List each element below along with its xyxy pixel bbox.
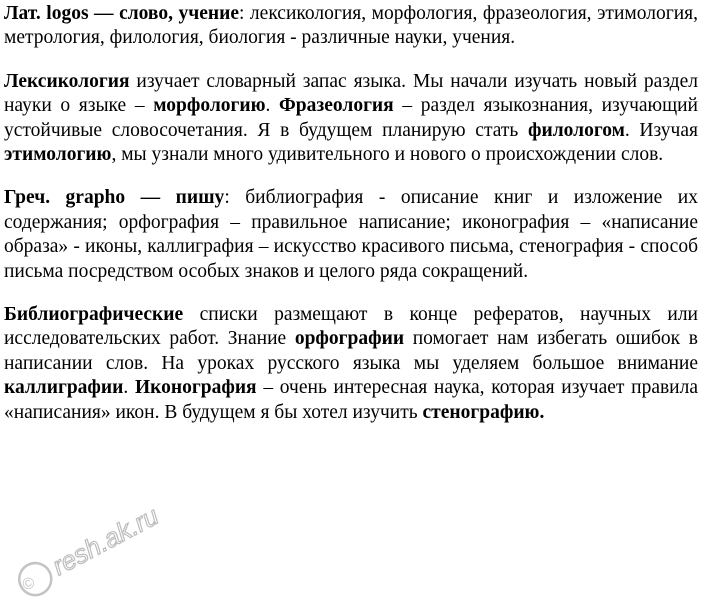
text-run: – раздел языкознания, изучающий устойчивые словосочетания. Я в будущем планирую стать — [4, 95, 698, 141]
bold-term: орфографии — [294, 328, 405, 350]
bold-term: Лат. logos — слово, учение — [4, 3, 239, 24]
text-run: , мы узнали много удивительного и нового о происхождении слов. — [111, 144, 664, 166]
bold-term: Лексикология — [4, 70, 130, 92]
text-run: . Изучая — [624, 119, 698, 141]
text-run: : лексикология, морфология, фразеология, этимология, метрология, филология, биология - различные науки, учения. — [4, 3, 698, 49]
bold-term: Иконография — [135, 377, 257, 399]
text-run: . — [123, 377, 135, 399]
text-run: списки размещают в конце рефератов, научных или исследовательских работ. Знание — [4, 304, 698, 350]
bold-term: Греч. grapho — пишу — [4, 187, 225, 209]
paragraph-grapho — [4, 186, 698, 284]
text-run: : библиография - описание книг и изложение их содержания; орфография – правильное написание; иконография – «написание образа» - иконы, каллиграфия – искусство красивого письма, стенография - способ письма посредством особых знаков и целого ряда сокращений. — [4, 187, 698, 282]
bold-term: филологом — [527, 119, 625, 141]
bold-term: Фразеология — [279, 95, 394, 117]
paragraph-grapho-examples — [4, 303, 698, 425]
bold-term: стенографию. — [422, 401, 545, 423]
svg-text:©: © — [19, 573, 39, 595]
bold-term: этимологию — [4, 144, 112, 166]
bold-term: Библиографические — [4, 304, 184, 326]
text-run: – очень интересная наука, которая изучает правила «написания» икон. В будущем я бы хотел изучить — [4, 377, 699, 423]
watermark-logo — [0, 470, 190, 610]
bold-term: каллиграфии — [4, 377, 124, 399]
watermark-text: resh.ak.ru — [47, 500, 164, 582]
paragraph-logos-examples — [4, 70, 698, 168]
text-run: . — [265, 95, 280, 117]
bold-term: морфологию — [153, 95, 266, 117]
text-run: помогает нам избегать ошибок в написании слов. На уроках русского языка мы уделяем большое внимание — [4, 328, 698, 374]
paragraph-logos — [4, 2, 698, 51]
text-run: изучает словарный запас языка. Мы начали изучать новый раздел науки о языке – — [4, 70, 698, 117]
